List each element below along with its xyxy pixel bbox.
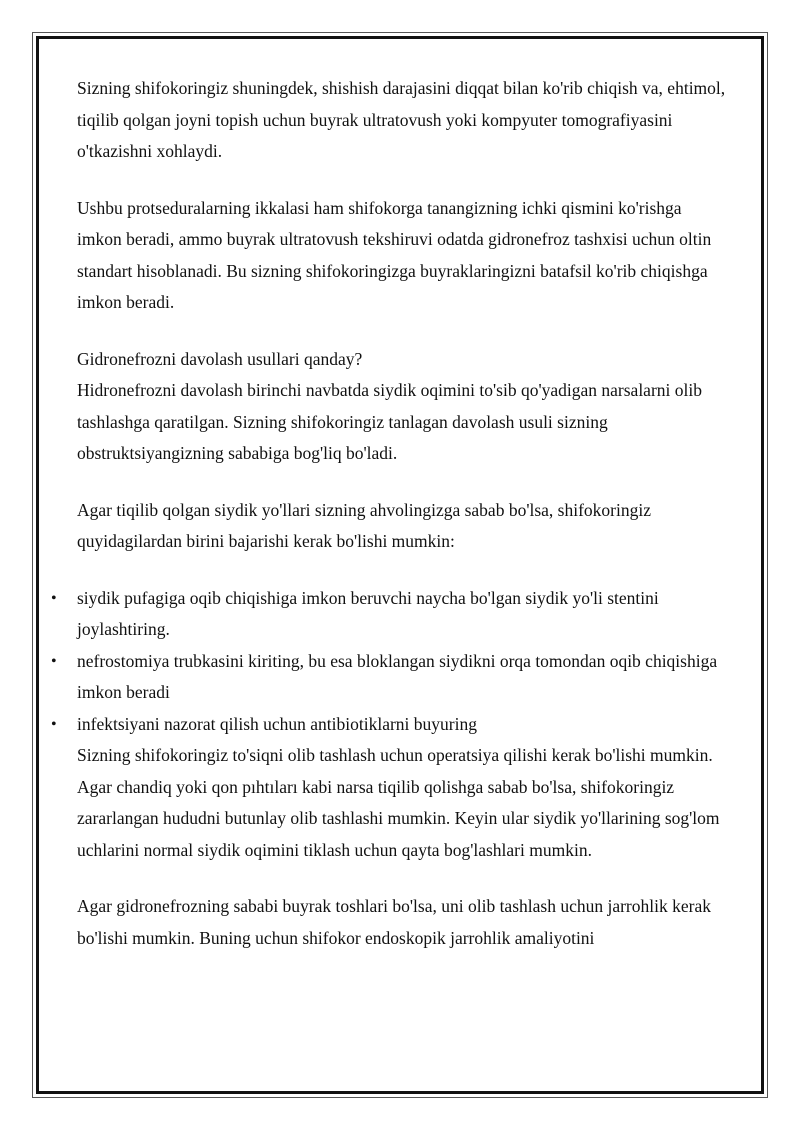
- list-item-text: infektsiyani nazorat qilish uchun antibiotiklarni buyuring: [77, 713, 477, 734]
- treatment-section: [77, 344, 727, 470]
- treatment-options-list: [51, 583, 727, 741]
- list-item: [51, 583, 727, 646]
- section-heading: Gidronefrozni davolash usullari qanday?: [77, 348, 363, 369]
- paragraph-blocked-ducts: Agar tiqilib qolgan siydik yo'llari sizning ahvolingizga sabab bo'lsa, shifokoringiz quyidagilardan birini bajarishi kerak bo'lishi mumkin:: [77, 499, 651, 551]
- bullet-icon: •: [51, 589, 57, 607]
- paragraph-ultrasound-intro: Sizning shifokoringiz shuningdek, shishish darajasini diqqat bilan ko'rib chiqish va, ehtimol, tiqilib qolgan joyni topish uchun buyrak ultratovush yoki kompyuter tomografiyasini o'tkazishni xohlaydi.: [77, 78, 726, 161]
- document-body: [51, 73, 727, 954]
- bullet-icon: •: [51, 715, 57, 733]
- paragraph-treatment-focus: Hidronefrozni davolash birinchi navbatda siydik oqimini to'sib qo'yadigan narsalarni olib tashlashga qaratilgan. Sizning shifokoringiz tanlagan davolash usuli sizning obstruktsiyangizning sababiga bog'liq bo'ladi.: [77, 380, 702, 463]
- list-item: [51, 709, 727, 741]
- list-item-text: nefrostomiya trubkasini kiriting, bu esa bloklangan siydikni orqa tomondan oqib chiqishiga imkon beradi: [77, 650, 718, 702]
- list-item: [51, 646, 727, 709]
- list-item-text: siydik pufagiga oqib chiqishiga imkon beruvchi naycha bo'lgan siydik yo'li stentini joylashtiring.: [77, 587, 659, 639]
- paragraph-kidney-stones: Agar gidronefrozning sababi buyrak toshlari bo'lsa, uni olib tashlash uchun jarrohlik kerak bo'lishi mumkin. Buning uchun shifokor endoskopik jarrohlik amaliyotini: [77, 896, 711, 948]
- bullet-icon: •: [51, 652, 57, 670]
- paragraph-surgery: Sizning shifokoringiz to'siqni olib tashlash uchun operatsiya qilishi kerak bo'lishi mumkin. Agar chandiq yoki qon pıhtıları kabi narsa tiqilib qolishga sabab bo'lsa, shifokoringiz zararlangan hududni butunlay olib tashlashi mumkin. Keyin ular siydik yo'llarining sog'lom uchlarini normal siydik oqimini tiklash uchun qayta bog'lashlari mumkin.: [77, 745, 720, 860]
- paragraph-procedures: Ushbu protseduralarning ikkalasi ham shifokorga tanangizning ichki qismini ko'rishga imkon beradi, ammo buyrak ultratovush tekshiruvi odatda gidronefroz tashxisi uchun oltin standart hisoblanadi. Bu sizning shifokoringizga buyraklaringizni batafsil ko'rib chiqishga imkon beradi.: [77, 197, 712, 312]
